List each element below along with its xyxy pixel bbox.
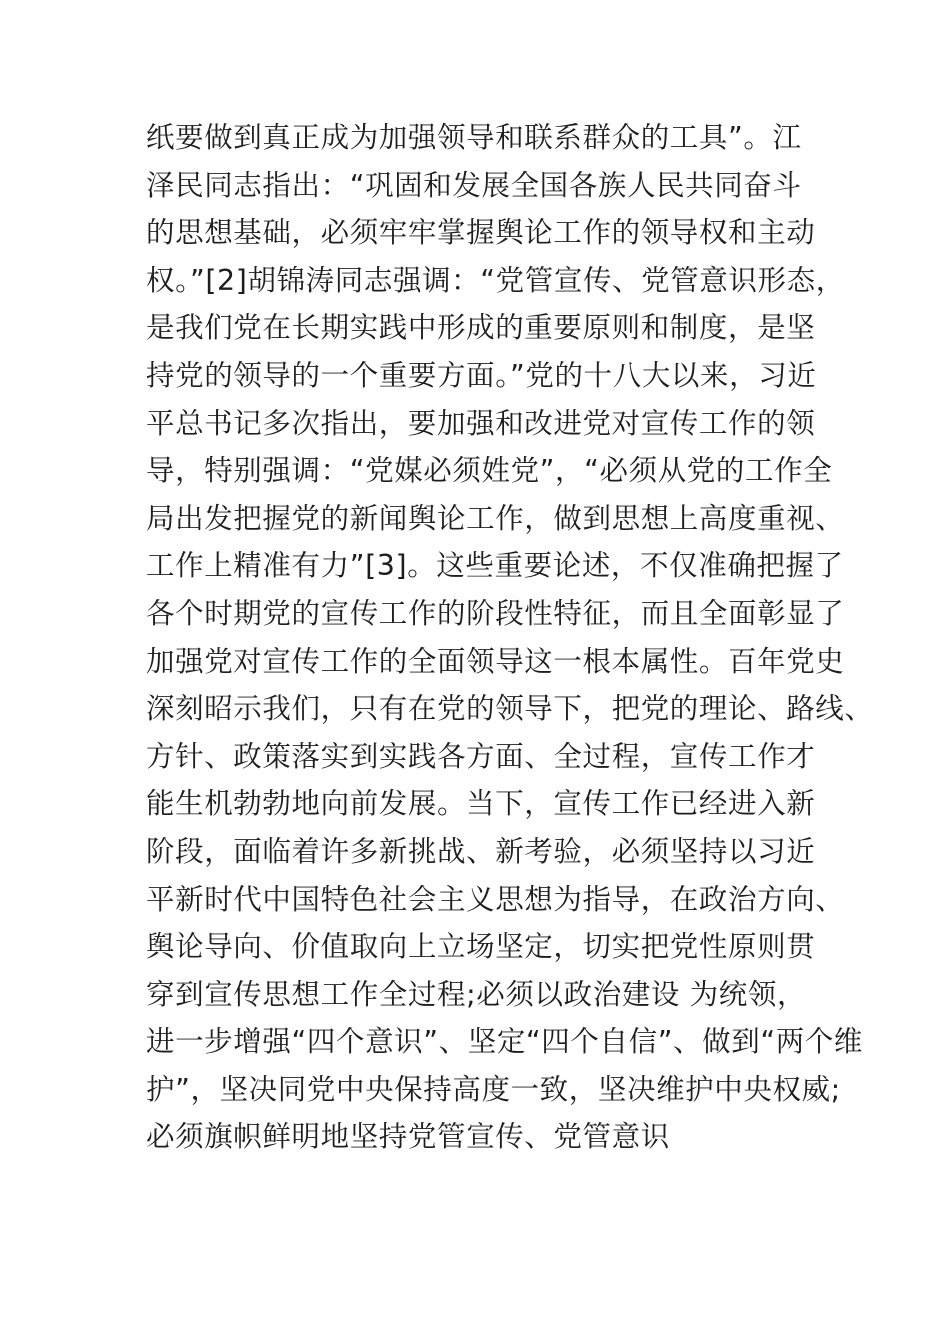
text-line-6: 持党的领导的一个重要方面。”党的十八大以来，习近: [146, 358, 817, 392]
text-line-20: 进一步增强“四个意识”、坚定“四个自信”、做到“两个维: [146, 1025, 864, 1059]
text-line-5: 是我们党在长期实践中形成的重要原则和制度，是坚: [146, 311, 816, 345]
text-line-13: 深刻昭示我们，只有在党的领导下，把党的理论、路线、: [146, 692, 874, 726]
text-line-21: 护”，坚决同党中央保持高度一致，坚决维护中央权威;: [146, 1072, 841, 1106]
text-line-3: 的思想基础，必须牢牢掌握舆论工作的领导权和主动: [146, 216, 816, 250]
text-line-22: 必须旗帜鲜明地坚持党管宣传、党管意识: [146, 1120, 670, 1154]
text-line-15: 能生机勃勃地向前发展。当下，宣传工作已经进入新: [146, 787, 816, 821]
body-text: [146, 114, 874, 1161]
text-line-2: 泽民同志指出：“巩固和发展全国各族人民共同奋斗: [146, 168, 802, 202]
text-line-10: 工作上精准有力”[3]。这些重要论述，不仅准确把握了: [146, 549, 844, 583]
text-line-8: 导，特别强调：“党媒必须姓党”，“必须从党的工作全: [146, 454, 833, 488]
text-line-12: 加强党对宣传工作的全面领导这一根本属性。百年党史: [146, 644, 845, 678]
text-line-9: 局出发把握党的新闻舆论工作，做到思想上高度重视、: [146, 501, 845, 535]
text-line-14: 方针、政策落实到实践各方面、全过程，宣传工作才: [146, 739, 816, 773]
text-line-1: 纸要做到真正成为加强领导和联系群众的工具”。江: [146, 121, 802, 154]
text-line-16: 阶段，面临着许多新挑战、新考验，必须坚持以习近: [146, 834, 816, 868]
text-line-17: 平新时代中国特色社会主义思想为指导，在政治方向、: [146, 882, 845, 916]
text-line-18: 舆论导向、价值取向上立场坚定，切实把党性原则贯: [146, 930, 816, 964]
text-line-7: 平总书记多次指出，要加强和改进党对宣传工作的领: [146, 406, 816, 440]
text-line-4: 权。”[2]胡锦涛同志强调：“党管宣传、党管意识形态，: [146, 263, 845, 297]
text-line-19: 穿到宣传思想工作全过程;必须以政治建设 为统领，: [146, 977, 807, 1011]
text-line-11: 各个时期党的宣传工作的阶段性特征，而且全面彰显了: [146, 596, 845, 630]
